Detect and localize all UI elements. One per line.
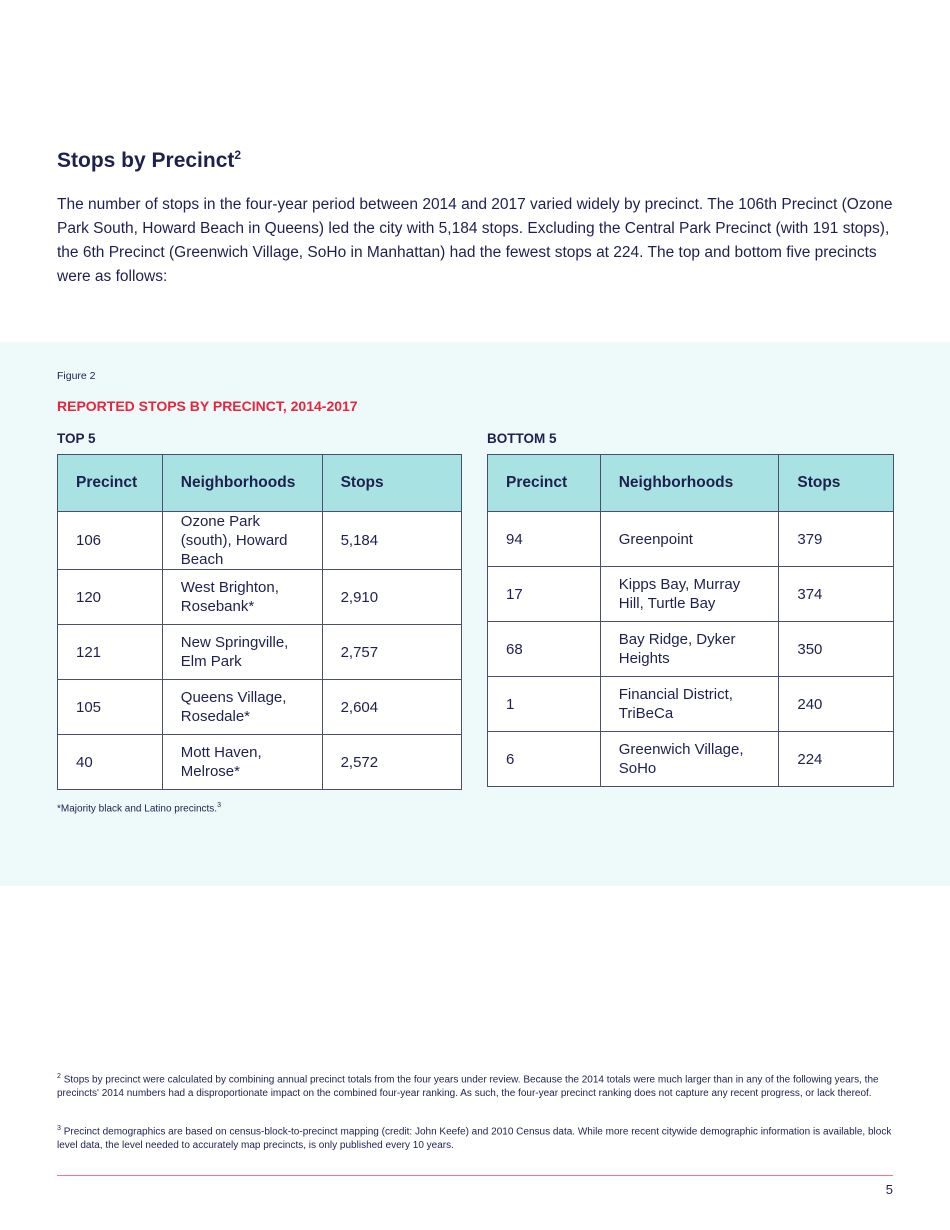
bottom5-table (487, 454, 894, 787)
footer-divider (57, 1175, 893, 1176)
table-cell: 94 (488, 512, 601, 567)
heading-text: Stops by Precinct (57, 149, 235, 172)
table-cell: Financial District, TriBeCa (600, 677, 779, 732)
table-cell: 350 (779, 622, 894, 677)
table-cell: 68 (488, 622, 601, 677)
intro-paragraph: The number of stops in the four-year period between 2014 and 2017 varied widely by precinct. The 106th Precinct (Ozone Park South, Howard Beach in Queens) led the city with 5,184 stops. Excluding the Central Park Precinct (with 191 stops), the 6th Precinct (Greenwich Village, SoHo in Manhattan) had the fewest stops at 224. The top and bottom five precincts were as follows: (57, 196, 893, 285)
figure-note (57, 802, 221, 814)
footnote-ref[interactable]: 2 (234, 148, 242, 162)
footnote-number: 3 (57, 1125, 61, 1132)
table-cell: Greenpoint (600, 512, 779, 567)
column-header: Stops (322, 455, 461, 512)
top5-label: TOP 5 (57, 431, 96, 446)
footnote-3 (57, 1122, 897, 1152)
top5-table (57, 454, 462, 790)
figure-label: Figure 2 (57, 370, 96, 382)
table-row (58, 570, 462, 625)
table-cell: 120 (58, 570, 163, 625)
table-row (488, 512, 894, 567)
table-cell: 374 (779, 567, 894, 622)
table-row (488, 732, 894, 787)
table-row (58, 625, 462, 680)
table-row (488, 677, 894, 732)
table-cell: West Brighton, Rosebank* (162, 570, 322, 625)
page-number: 5 (885, 1182, 893, 1197)
column-header: Stops (779, 455, 894, 512)
table-cell: Bay Ridge, Dyker Heights (600, 622, 779, 677)
footnote-text: Precinct demographics are based on census-block-to-precinct mapping (credit: John Keefe) and 2010 Census data. While more recent citywide demographic information is available, block level data, the level needed to accurately map precincts, is only published every 10 years. (57, 1126, 892, 1151)
table-cell: Greenwich Village, SoHo (600, 732, 779, 787)
table-cell: 121 (58, 625, 163, 680)
table-cell: Ozone Park (south), Howard Beach (162, 512, 322, 570)
table-row (58, 680, 462, 735)
column-header: Neighborhoods (600, 455, 779, 512)
column-header: Neighborhoods (162, 455, 322, 512)
table-cell: Mott Haven, Melrose* (162, 735, 322, 790)
table-cell: 1 (488, 677, 601, 732)
table-cell: 106 (58, 512, 163, 570)
footnote-number: 2 (57, 1073, 61, 1080)
header-row (488, 455, 894, 512)
table-cell: 105 (58, 680, 163, 735)
table-cell: 2,572 (322, 735, 461, 790)
table-row (58, 512, 462, 570)
table-cell: 40 (58, 735, 163, 790)
table-cell: 240 (779, 677, 894, 732)
table-cell: New Springville, Elm Park (162, 625, 322, 680)
table-cell: 5,184 (322, 512, 461, 570)
table-cell: 2,910 (322, 570, 461, 625)
figure-title: REPORTED STOPS BY PRECINCT, 2014-2017 (57, 398, 358, 414)
footnote-ref[interactable]: 3 (217, 802, 221, 809)
column-header: Precinct (58, 455, 163, 512)
column-header: Precinct (488, 455, 601, 512)
table-cell: Queens Village, Rosedale* (162, 680, 322, 735)
table-cell: 2,604 (322, 680, 461, 735)
footnote-text: Stops by precinct were calculated by combining annual precinct totals from the four years under review. Because the 2014 totals were much larger than in any of the following years, the precincts' 2014 numbers had a disproportionate impact on the combined four-year ranking. As such, the four-year precinct ranking does not capture any recent progress, or lack thereof. (57, 1074, 879, 1099)
table-cell: 17 (488, 567, 601, 622)
table-row (488, 622, 894, 677)
header-row (58, 455, 462, 512)
section-heading (57, 148, 241, 173)
bottom5-label: BOTTOM 5 (487, 431, 557, 446)
table-cell: 6 (488, 732, 601, 787)
table-cell: 2,757 (322, 625, 461, 680)
footnote-2 (57, 1070, 897, 1100)
table-cell: 379 (779, 512, 894, 567)
table-row (488, 567, 894, 622)
note-text: *Majority black and Latino precincts. (57, 803, 218, 815)
table-cell: 224 (779, 732, 894, 787)
table-row (58, 735, 462, 790)
table-cell: Kipps Bay, Murray Hill, Turtle Bay (600, 567, 779, 622)
